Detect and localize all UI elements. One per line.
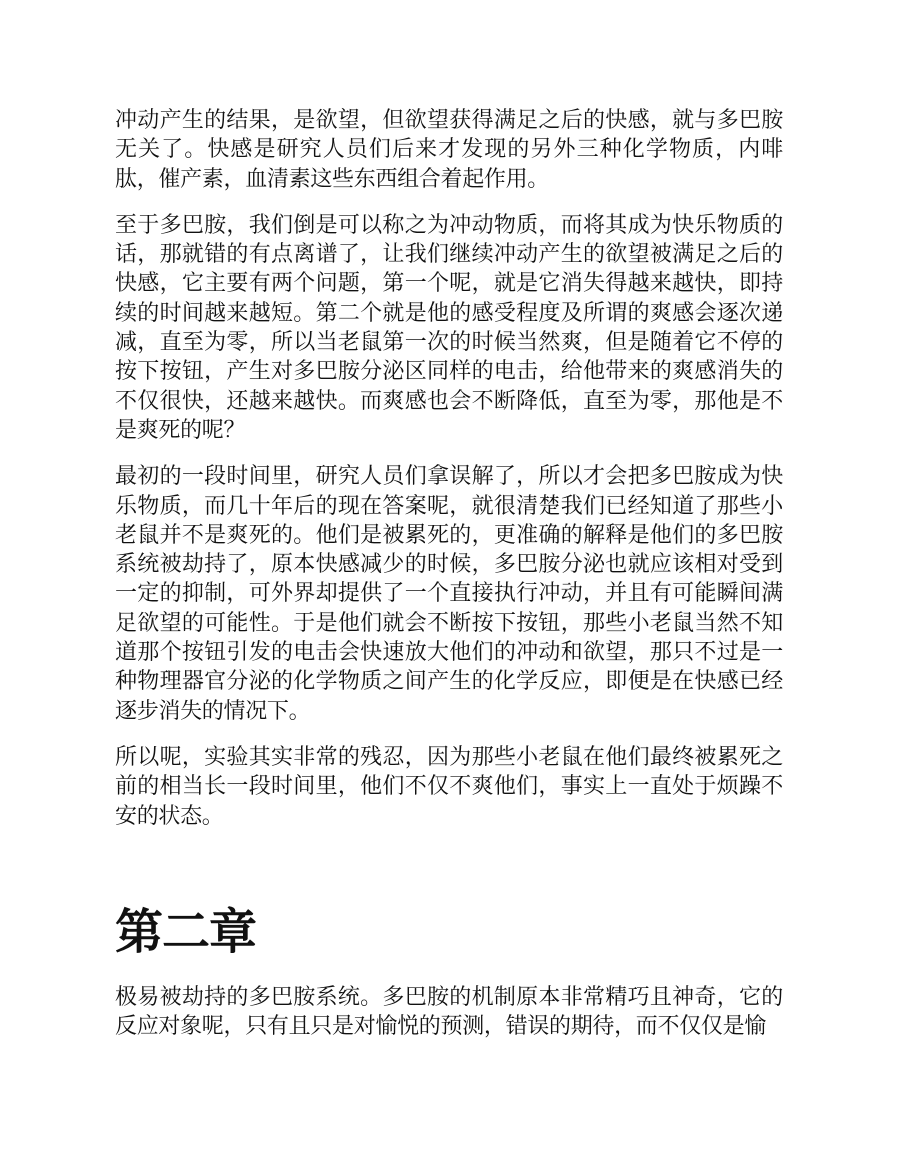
body-paragraph: 所以呢，实验其实非常的残忍，因为那些小老鼠在他们最终被累死之前的相当长一段时间里，他们不仅不爽他们，事实上一直处于烦躁不安的状态。 (115, 744, 783, 829)
chapter-heading: 第二章 (115, 903, 257, 960)
body-paragraph: 冲动产生的结果，是欲望，但欲望获得满足之后的快感，就与多巴胺无关了。快感是研究人员们后来才发现的另外三种化学物质，内啡肽，催产素，血清素这些东西组合着起作用。 (115, 108, 783, 192)
document-body (115, 106, 783, 1058)
chapter-paragraph: 极易被劫持的多巴胺系统。多巴胺的机制原本非常精巧且神奇，它的反应对象呢，只有且只是对愉悦的预测，错误的期待，而不仅仅是愉 (115, 984, 783, 1040)
body-paragraph: 最初的一段时间里，研究人员们拿误解了，所以才会把多巴胺成为快乐物质，而几十年后的现在答案呢，就很清楚我们已经知道了那些小老鼠并不是爽死的。他们是被累死的，更准确的解释是他们的多巴胺系统被劫持了，原本快感减少的时候，多巴胺分泌也就应该相对受到一定的抑制，可外界却提供了一个直接执行冲动，并且有可能瞬间满足欲望的可能性。于是他们就会不断按下按钮，那些小老鼠当然不知道那个按钮引发的电击会快速放大他们的冲动和欲望，那只不过是一种物理器官分泌的化学物质之间产生的化学反应，即便是在快感已经逐步消失的情况下。 (115, 464, 783, 724)
body-paragraph: 至于多巴胺，我们倒是可以称之为冲动物质，而将其成为快乐物质的话，那就错的有点离谱了，让我们继续冲动产生的欲望被满足之后的快感，它主要有两个问题，第一个呢，就是它消失得越来越快，即持续的时间越来越短。第二个就是他的感受程度及所谓的爽感会逐次递减，直至为零，所以当老鼠第一次的时候当然爽，但是随着它不停的按下按钮，产生对多巴胺分泌区同样的电击，给他带来的爽感消失的不仅很快，还越来越快。而爽感也会不断降低，直至为零，那他是不是爽死的呢？ (115, 212, 783, 443)
